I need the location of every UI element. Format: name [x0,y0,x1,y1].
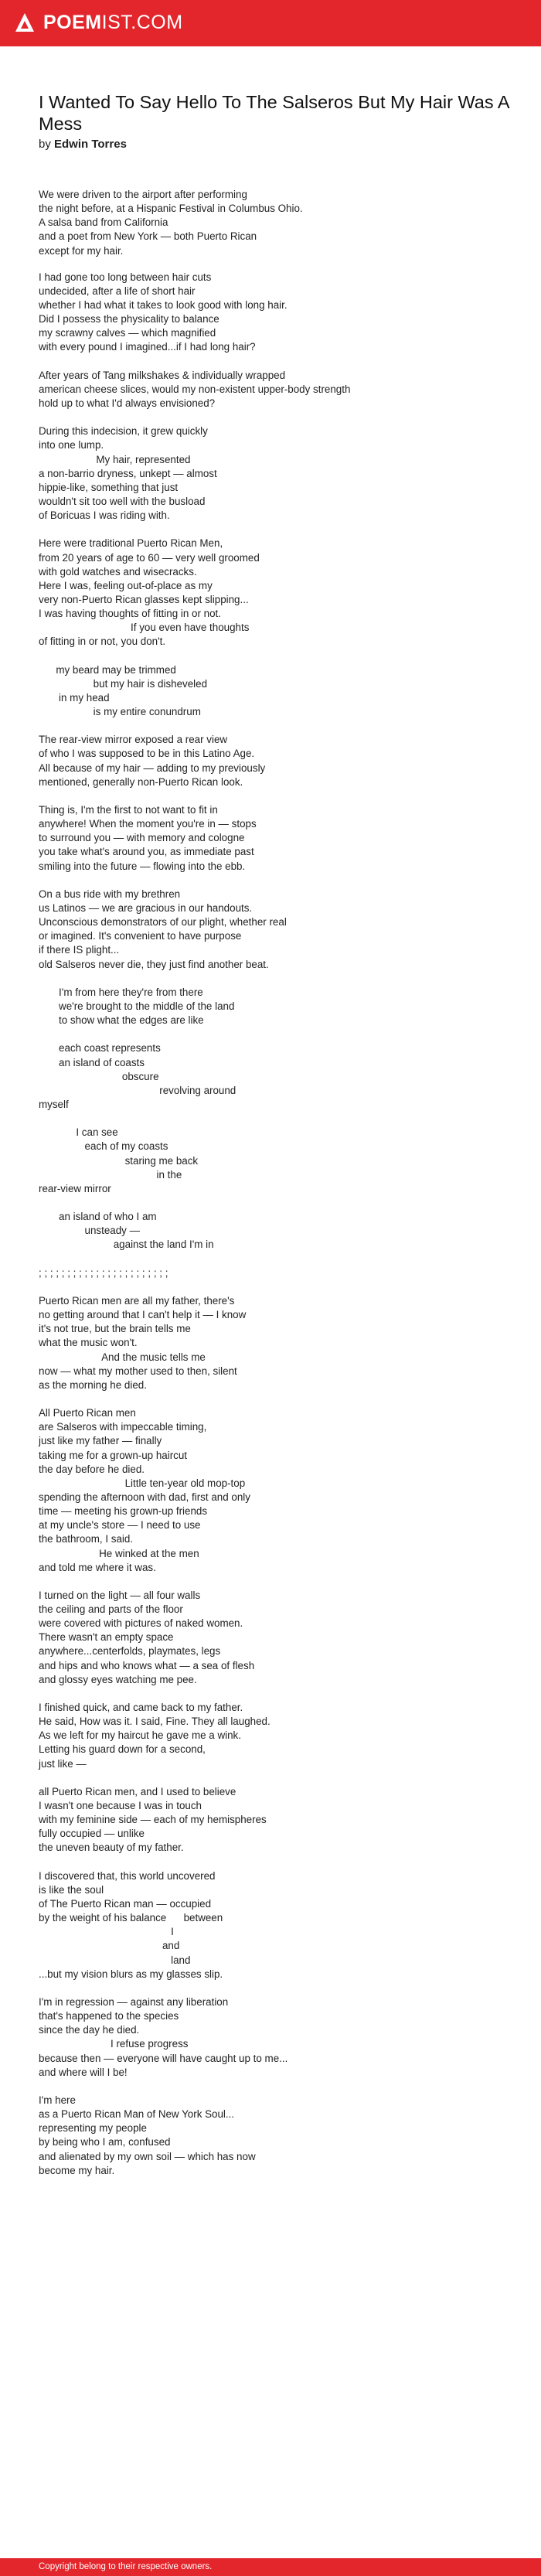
poem-line: As we left for my haircut he gave me a wink. [39,1729,241,1742]
poem-line: the bathroom, I said. [39,1533,134,1545]
poem-line: to show what the edges are like [39,1014,204,1027]
poem-line: And the music tells me [39,1351,206,1363]
poem-line: with gold watches and wisecracks. [39,565,197,578]
poem-line: I discovered that, this world uncovered [39,1869,216,1882]
poem-line: Letting his guard down for a second, [39,1743,206,1756]
poem-line: become my hair. [39,2164,115,2176]
poem-line: but my hair is disheveled [39,677,208,690]
poem-line: we're brought to the middle of the land [39,1000,235,1013]
poem-line: spending the afternoon with dad, first and only [39,1491,250,1503]
poem-line: since the day he died. [39,2024,140,2036]
poem-stanza [39,803,510,874]
poem-line: of fitting in or not, you don't. [39,635,166,648]
poem-stanza [39,1995,510,2080]
poem-line: of Boricuas I was riding with. [39,509,170,522]
site-footer-bar [0,2558,541,2576]
brand-bold-part: POEM [43,12,102,33]
poem-line: us Latinos — we are gracious in our handouts. [39,902,253,915]
poem-line: an island of coasts [39,1056,145,1068]
poem-line: undecided, after a life of short hair [39,285,196,297]
poem-line: what the music won't. [39,1337,138,1349]
poem-line: by the weight of his balance between [39,1912,223,1924]
poem-line: rear-view mirror [39,1182,111,1194]
poem-line: the ceiling and parts of the floor [39,1603,183,1616]
poem-line: as a Puerto Rican Man of New York Soul... [39,2108,235,2121]
poem-line: I finished quick, and came back to my father. [39,1702,243,1714]
poem-stanza [39,1869,510,1981]
copyright-text: Copyright belong to their respective owners. [39,2562,213,2571]
poem-line: We were driven to the airport after performing [39,189,247,200]
poem-line: and a poet from New York — both Puerto Rican [39,230,257,243]
poem-line: and told me where it was. [39,1561,156,1573]
poem-line: or imagined. It's convenient to have purpose [39,930,242,942]
poem-line: by being who I am, confused [39,2136,171,2148]
poem-line: old Salseros never die, they just find another beat. [39,958,269,970]
site-logo[interactable] [14,11,183,34]
poem-line: I'm in regression — against any liberation [39,1996,229,2008]
poem-stanza [39,1785,510,1855]
poem-line: I wasn't one because I was in touch [39,1800,202,1812]
poem-line: of The Puerto Rican man — occupied [39,1898,212,1910]
poem-line: my beard may be trimmed [39,663,176,676]
poem-line: just like — [39,1757,87,1770]
poem-line: a non-barrio dryness, unkept — almost [39,467,217,479]
poem-stanza [39,1406,510,1575]
poem-line: with every pound I imagined...if I had long hair? [39,341,256,353]
poem-line: representing my people [39,2122,147,2135]
poem-line: my scrawny calves — which magnified [39,327,216,339]
poem-line: now — what my mother used to then, silent [39,1365,237,1377]
poem-line: just like my father — finally [39,1435,162,1447]
poem-line: no getting around that I can't help it — I know [39,1309,247,1321]
triangle-mark-icon [14,12,36,33]
poem-line: Here were traditional Puerto Rican Men, [39,537,223,550]
poem-header [39,91,510,152]
poem-line: I'm from here they're from there [39,986,203,998]
poem-line: After years of Tang milkshakes & individually wrapped [39,369,286,381]
site-header-bar [0,0,541,46]
poem-line: whether I had what it takes to look good with long hair. [39,298,288,311]
poem-stanza [39,537,510,649]
poem-line: fully occupied — unlike [39,1828,145,1840]
author-link[interactable]: Edwin Torres [54,138,127,151]
poem-line: myself [39,1099,69,1110]
poem-line: each of my coasts [39,1140,168,1153]
poem-byline [39,137,510,152]
poem-line: to surround you — with memory and cologne [39,832,245,844]
poem-line: Did I possess the physicality to balance [39,313,219,325]
poem-line: and hips and who knows what — a sea of flesh [39,1659,255,1671]
poem-line: On a bus ride with my brethren [39,888,181,900]
poem-line: all Puerto Rican men, and I used to believe [39,1785,236,1797]
poem-line: taking me for a grown-up haircut [39,1449,188,1461]
poem-line: against the land I'm in [39,1239,214,1251]
poem-line: Here I was, feeling out-of-place as my [39,579,213,591]
poem-title: I Wanted To Say Hello To The Salseros But My Hair Was A Mess [39,92,509,134]
poem-line: Thing is, I'm the first to not want to fit in [39,804,218,816]
poem-body [39,188,510,2192]
brand-light-part: IST.COM [101,12,183,33]
poem-line: There wasn't an empty space [39,1631,174,1644]
poem-line: land [39,1954,191,1966]
poem-line: anywhere! When the moment you're in — stops [39,818,257,830]
poem-stanza [39,733,510,789]
poem-line: that's happened to the species [39,2010,179,2022]
poem-line: in the [39,1168,182,1181]
poem-line: american cheese slices, would my non-existent upper-body strength [39,383,351,395]
poem-line: in my head [39,691,110,704]
poem-line: I'm here [39,2094,76,2106]
poem-line: ...but my vision blurs as my glasses slip. [39,1968,223,1980]
poem-line: time — meeting his grown-up friends [39,1505,208,1518]
poem-line: ; ; ; ; ; ; ; ; ; ; ; ; ; ; ; ; ; ; ; ; ; ; ; [39,1266,168,1279]
poem-line: is my entire conundrum [39,706,201,718]
poem-line: I can see [39,1126,118,1139]
poem-stanza [39,663,510,720]
poem-line: and glossy eyes watching me pee. [39,1673,197,1685]
poem-stanza [39,1041,510,1112]
poem-line: revolving around [39,1084,236,1096]
poem-line: the night before, at a Hispanic Festival in Columbus Ohio. [39,203,303,215]
poem-stanza [39,1210,510,1252]
poem-stanza [39,424,510,523]
poem-line: wouldn't sit too well with the busload [39,495,206,507]
poem-stanza [39,986,510,1027]
poem-line: and alienated by my own soil — which has now [39,2150,256,2162]
poem-line: smiling into the future — flowing into the ebb. [39,860,246,872]
poem-line: staring me back [39,1154,199,1167]
poem-line: I refuse progress [39,2038,189,2050]
poem-stanza [39,1266,510,1280]
poem-line: hold up to what I'd always envisioned? [39,397,216,409]
poem-line: each coast represents [39,1042,161,1055]
poem-line: at my uncle's store — I need to use [39,1519,201,1532]
poem-line: I had gone too long between hair cuts [39,271,212,283]
poem-line: the day before he died. [39,1463,145,1475]
poem-stanza [39,2094,510,2178]
site-brand-name [43,11,183,34]
poem-line: obscure [39,1070,159,1082]
poem-line: were covered with pictures of naked women. [39,1617,243,1630]
poem-line: Puerto Rican men are all my father, there's [39,1294,235,1307]
poem-line: If you even have thoughts [39,622,250,634]
poem-line: are Salseros with impeccable timing, [39,1421,207,1433]
poem-stanza [39,369,510,411]
poem-stanza [39,888,510,972]
poem-line: He said, How was it. I said, Fine. They all laughed. [39,1716,270,1728]
poem-line: During this indecision, it grew quickly [39,425,208,438]
poem-line: the uneven beauty of my father. [39,1842,184,1854]
poem-line: as the morning he died. [39,1378,147,1391]
poem-line: I was having thoughts of fitting in or not. [39,608,221,620]
poem-line: I turned on the light — all four walls [39,1589,201,1601]
poem-line: mentioned, generally non-Puerto Rican look. [39,775,243,788]
poem-stanza [39,188,510,258]
poem-line: you take what's around you, as immediate past [39,846,254,858]
poem-line: A salsa band from California [39,216,168,229]
poem-line: All because of my hair — adding to my previously [39,762,266,774]
poem-line: anywhere...centerfolds, playmates, legs [39,1645,221,1658]
poem-line: of who I was supposed to be in this Latino Age. [39,748,255,760]
poem-line: very non-Puerto Rican glasses kept slipping... [39,593,249,605]
byline-prefix: by [39,138,55,151]
poem-stanza [39,1589,510,1687]
poem-line: He winked at the men [39,1547,199,1559]
poem-stanza [39,271,510,355]
poem-line: with my feminine side — each of my hemispheres [39,1814,267,1826]
poem-line: My hair, represented [39,453,191,465]
poem-stanza [39,1126,510,1196]
poem-line: it's not true, but the brain tells me [39,1323,191,1335]
poem-stanza [39,1701,510,1771]
poem-line: into one lump. [39,439,104,451]
poem-line: unsteady — [39,1225,140,1237]
poem-line: hippie-like, something that just [39,481,179,493]
poem-line: Unconscious demonstrators of our plight, whether real [39,916,287,929]
poem-line: All Puerto Rican men [39,1407,136,1419]
poem-line: if there IS plight... [39,944,120,956]
poem-line: I [39,1926,174,1938]
poem-line: an island of who I am [39,1211,157,1223]
poem-line: from 20 years of age to 60 — very well groomed [39,551,260,564]
poem-line: except for my hair. [39,244,124,257]
poem-stanza [39,1294,510,1392]
poem-line: is like the soul [39,1883,104,1896]
poem-line: The rear-view mirror exposed a rear view [39,734,228,746]
poem-line: because then — everyone will have caught up to me... [39,2052,288,2064]
poem-line: and where will I be! [39,2066,128,2078]
poem-line: Little ten-year old mop-top [39,1477,246,1489]
poem-line: and [39,1940,180,1952]
